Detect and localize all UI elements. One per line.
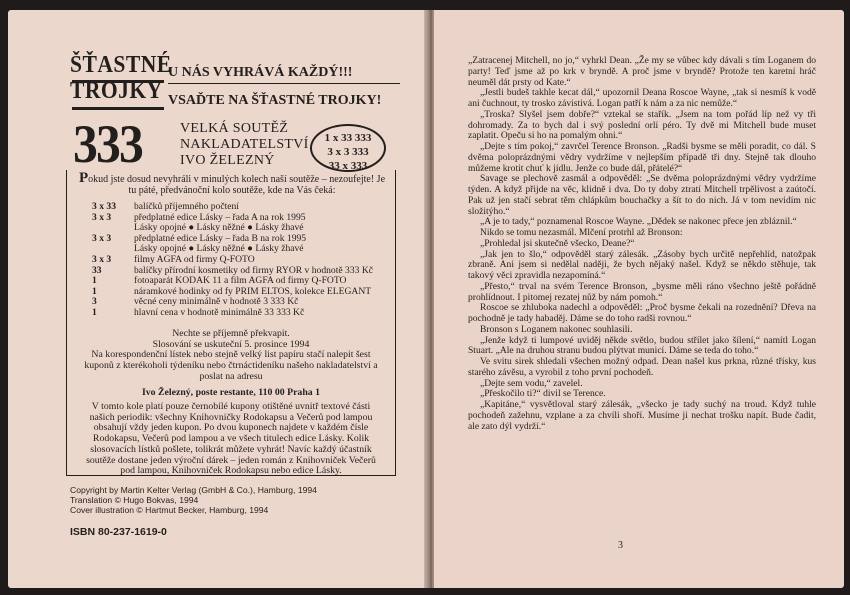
story-paragraph: „Zatracenej Mitchell, no jo,“ vyhrkl Dean. „Že my se vůbec kdy dávali s tím Loganem do party! Teď jsme až po krk v bryndě. A proč jsme v bryndě? Protože ten karetní hráč neuměl dát prsty od Kate.“	[468, 55, 816, 88]
prize-row	[92, 202, 392, 213]
prize-text: předplatné edice Lásky – řada B na rok 1995	[134, 232, 307, 244]
story-paragraph: Ve svitu sirek shledali všechen možný odpad. Dean našel kus prkna, různé třísky, kus starého závěsu, a vyrobil z toho první pochodeň.	[468, 356, 816, 378]
prize-text: Lásky opojné ● Lásky něžné ● Lásky žhavé	[134, 243, 304, 255]
story-paragraph: Roscoe se zhluboka nadechl a odpověděl: „Proč bysme čekali na rozednění? Dřeva na pochodně je tady habaděj. Dáme se do toho radši rovnou.“	[468, 302, 816, 324]
left-page	[8, 10, 430, 588]
prize-text: hlavní cena v hodnotě minimálně 33 333 Kč	[134, 306, 305, 318]
story-paragraph: „Prohledal jsi skutečně všecko, Deane?“	[480, 237, 635, 249]
big-number: 333	[73, 114, 142, 174]
prize-oval	[310, 124, 386, 172]
slogan-vyhrava: U NÁS VYHRÁVÁ KAŽDÝ!!!	[168, 65, 353, 80]
story-paragraph: „Jenže když ti lumpové uviděj někde světlo, budou střílet jako šílení,“ namítl Logan Stuart. „Ale na druhou stranu budou plýtvat municí. Dáme se teda do toho.“	[468, 334, 816, 357]
prize-quantity: 1	[92, 275, 97, 287]
prize-text: Lásky opojné ● Lásky něžné ● Lásky žhavé	[134, 222, 304, 234]
story-paragraph: „Přeskočilo ti?“ divil se Terence.	[480, 388, 606, 400]
story-paragraph: Nikdo se tomu nezasmál. Mlčení protrhl až Bronson:	[480, 227, 683, 238]
story-paragraph: „Jak jen to šlo,“ odpověděl starý zálesák. „Zásoby bych určitě nepřehlíd, natožpak zbraně. Ani jsem si nedělal naději, že bych nějaký našel. Když se někdo stěhuje, tak takový věci zpravidla nezapomíná.“	[468, 248, 816, 281]
story-paragraph: „Přesto,“ trval na svém Terence Bronson, „bysme měli ráno všechno ještě pořádně prohlídnout. I pitomej rezatej nůž by nám pomoh.“	[468, 280, 816, 303]
story-paragraph: „Kapitáne,“ vysvětloval starý zálesák, „všecko je tady suchý na troud. Když tuhle pochodeň zažehnu, vzplane a za chvíli shoří. Musíme ji nechat trošku napít. Bude čadit, ale zato dýl vydrží.“	[468, 399, 816, 432]
copyright: Copyright by Martin Kelter Verlag (GmbH & Co.), Hamburg, 1994	[70, 485, 317, 495]
intro-dropcap: P	[78, 170, 89, 186]
title-stastne: ŠŤASTNÉ	[70, 52, 172, 78]
prize-row	[92, 308, 392, 319]
prize-quantity: 1	[92, 306, 97, 318]
story-paragraph: „Dejte s tím pokoj,“ zavrčel Terence Bronson. „Radši bysme se měli poradit, co dál. S dvěma poloprázdnými vědry vydržíme v nejlepším případě tři dny. Stejně tak dlouho můžeme krotit chuť k jídlu. Jenže co bude dál, přátelé?“	[468, 141, 816, 174]
prize-text: balíčků příjemného počtení	[134, 201, 239, 212]
contest-intro	[76, 170, 388, 196]
prize-quantity: 3 x 3	[92, 253, 112, 265]
coupon-text: V tomto kole platí pouze černobílé kupony otištěné uvnitř textové části našich periodik: všechny Knihovničky Rodokapsu a Večerů pod lampou obsahují vždy jeden kupon. Po dvou kuponech najdete v každém čísle Rodokapsu, Večerů pod lampou a ve všech titulech edice Lásky. Kolik slosovacích lístků pošlete, tolikrát můžete vyhrát! Navíc každý účastník soutěže dostane jeden výroční dárek – jeden román z Knihovniček Večerů pod lampou, Knihovniček Rodokapsu nebo edice Lásky.	[86, 401, 376, 477]
oval-line: 33 x 333	[328, 160, 368, 172]
slogan-divider	[168, 83, 400, 84]
prize-quantity: 3 x 3	[92, 211, 112, 223]
prize-list	[92, 202, 392, 319]
story-paragraph: „Troska? Slyšel jsem dobře?“ vztekal se stařík. „Jsem na tom pořád líp než vy tři dohromady. Za to bych dal i svý poslední orlí péro. Ty dvě mi Mitchell bude muset zaplatit. Opeču si ho na pomalým ohni.“	[468, 108, 816, 142]
title-trojky: TROJKY	[70, 78, 163, 104]
instructions: Na korespondenční lístek nebo stejně velký list papíru stačí nalepit šest kuponů z kterékoholi týdeníku nebo čtrnáctideníku našeho nakladatelství a poslat na adresu	[84, 349, 378, 382]
prize-quantity: 3 x 33	[92, 201, 116, 212]
prize-row	[92, 255, 392, 266]
prize-text: předplatné edice Lásky – řada A na rok 1995	[134, 211, 306, 223]
prize-quantity: 3	[92, 296, 97, 308]
story-paragraph: „Jestli budeš takhle kecat dál,“ upozornil Deana Roscoe Wayne, „tak si nesmíš k vodě ani čuchnout, ty trosko závistivá. Logan patří k nám a za nic nemůže.“	[468, 87, 816, 109]
prize-quantity: 33	[92, 264, 102, 276]
draw-date: Slosování se uskuteční 5. prosince 1994	[152, 338, 310, 350]
oval-line: 1 x 33 333	[324, 132, 372, 144]
oval-line: 3 x 3 333	[327, 146, 369, 158]
subtitle-line: IVO ŽELEZNÝ	[180, 153, 275, 168]
prize-text: filmy AGFA od firmy Q-FOTO	[134, 253, 255, 265]
prize-text: věcné ceny minimálně v hodnotě 3 333 Kč	[134, 296, 299, 308]
address: Ivo Železný, poste restante, 110 00 Praha 1	[141, 387, 321, 398]
prize-quantity: 3 x 3	[92, 232, 112, 244]
prize-text: balíčky přírodní kosmetiky od firmy RYOR v hodnotě 333 Kč	[134, 264, 374, 276]
prize-text: náramkové hodinky od fy PRIM ELTOS, kolekce ELEGANT	[134, 285, 372, 297]
subtitle-line: VELKÁ SOUTĚŽ	[180, 121, 289, 136]
story-paragraph: Savage se plechově zasmál a odpověděl: „Se dvěma poloprázdnými vědry vydržíme týden. A když přijde na věc, klidně i dva. Do ty doby ztratí Mitchell trpělivost a zaútočí. Pak už jen stačí sebrat těm chlápkům bouchačky a šít to do nich. Já v tom nevidím nic složitýho.“	[468, 173, 816, 217]
surprise-line: Nechte se příjemně překvapit.	[172, 328, 290, 339]
story-text	[468, 56, 816, 432]
isbn: ISBN 80-237-1619-0	[70, 526, 167, 538]
right-page	[434, 10, 844, 588]
page-number: 3	[618, 540, 623, 551]
intro-text: okud jste dosud nevyhráli v minulých kolech naší soutěže – nezoufejte! Je tu páté, předvánoční kolo soutěže, kde na Vás čeká:	[88, 174, 386, 196]
story-paragraph: Bronson s Loganem nakonec souhlasili.	[480, 323, 633, 335]
subtitle-line: NAKLADATELSTVÍ	[180, 137, 309, 152]
slogan-vsadte: VSAĎTE NA ŠŤASTNÉ TROJKY!	[168, 93, 382, 108]
story-paragraph: „Dejte sem vodu,“ zavelel.	[480, 377, 583, 389]
title-rule-bottom	[72, 107, 164, 110]
rules-block	[70, 329, 392, 383]
story-paragraph: „A je to tady,“ poznamenal Roscoe Wayne. „Dědek se nakonec přece jen zbláznil.“	[480, 216, 797, 228]
prize-text: fotoaparát KODAK 11 a film AGFA od firmy Q-FOTO	[134, 275, 347, 287]
prize-quantity: 1	[92, 285, 97, 297]
translation-credit: Translation © Hugo Bokvas, 1994	[70, 495, 199, 505]
cover-credit: Cover illustration © Hartmut Becker, Hamburg, 1994	[70, 505, 269, 515]
